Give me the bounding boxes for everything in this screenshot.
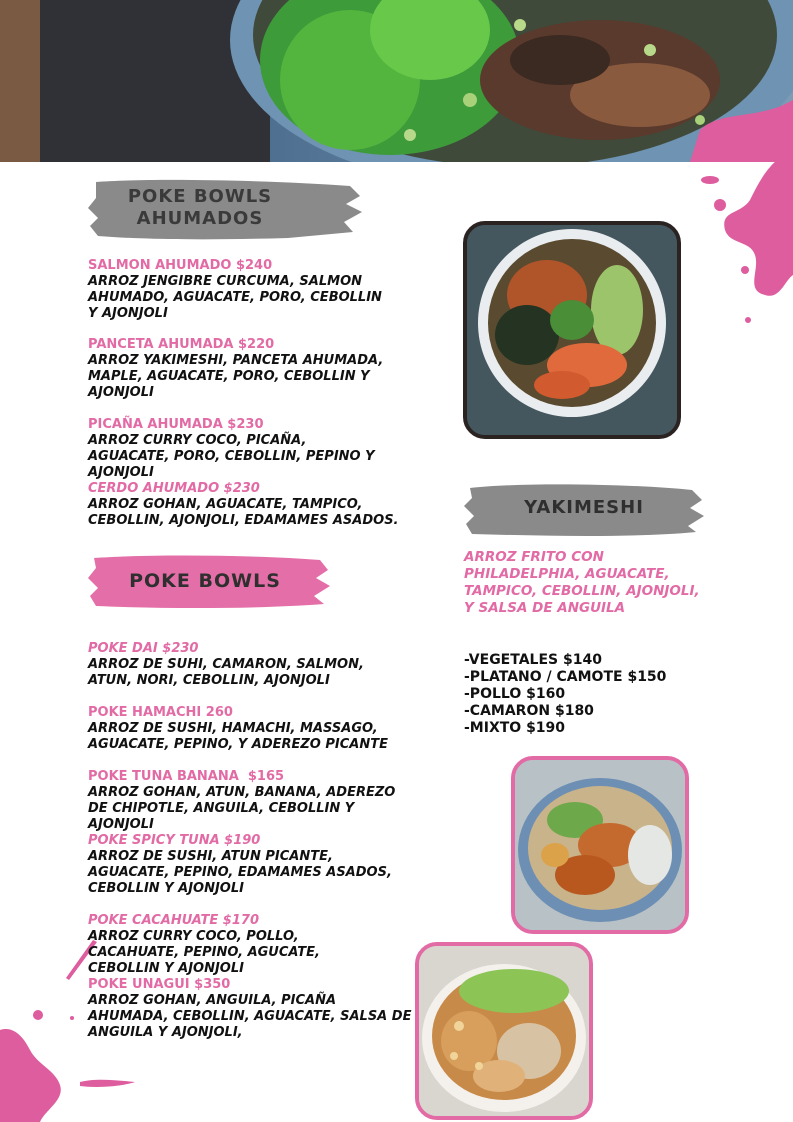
option-pollo: -POLLO $160 xyxy=(464,686,566,702)
item-title: POKE DAI $230 xyxy=(88,641,199,656)
item-title: PICAÑA AHUMADA $230 xyxy=(88,417,264,432)
item-desc: ARROZ GOHAN, AGUACATE, TAMPICO, CEBOLLIN, AJONJOLI, EDAMAMES ASADOS. xyxy=(88,497,399,528)
item-title: SALMON AHUMADO $240 xyxy=(88,258,273,273)
pink-splash-top-right xyxy=(690,120,793,330)
photo-peanut-bowl xyxy=(415,942,593,1120)
option-camaron: -CAMARON $180 xyxy=(464,703,594,719)
menu-item-panceta-ahumada xyxy=(88,337,428,401)
menu-item-poke-dai xyxy=(88,641,428,689)
menu-item-picana-ahumada xyxy=(88,417,428,481)
photo-shrimp-bowl xyxy=(511,756,689,934)
item-desc: ARROZ GOHAN, ANGUILA, PICAÑA AHUMADA, CEBOLLIN, AGUACATE, SALSA DE ANGUILA Y AJONJOLI, xyxy=(88,993,412,1040)
item-title: POKE TUNA BANANA $165 xyxy=(88,769,285,784)
item-desc: ARROZ DE SUSHI, HAMACHI, MASSAGO, AGUACATE, PEPINO, Y ADEREZO PICANTE xyxy=(88,721,388,752)
item-desc: ARROZ DE SUSHI, ATUN PICANTE, AGUACATE, PEPINO, EDAMAMES ASADOS, CEBOLLIN Y AJONJOLI xyxy=(88,849,392,896)
item-title: POKE UNAGUI $350 xyxy=(88,977,231,992)
heading-ahumados: POKE BOWLS AHUMADOS xyxy=(127,186,273,229)
item-desc: ARROZ DE SUHI, CAMARON, SALMON, ATUN, NORI, CEBOLLIN, AJONJOLI xyxy=(88,657,364,688)
yakimeshi-description: ARROZ FRITO CON PHILADELPHIA, AGUACATE, TAMPICO, CEBOLLIN, AJONJOLI, Y SALSA DE ANGUILA xyxy=(464,549,700,616)
item-desc: ARROZ CURRY COCO, POLLO, CACAHUATE, PEPINO, AGUCATE, CEBOLLIN Y AJONJOLI xyxy=(88,929,320,976)
menu-item-poke-unagui xyxy=(88,977,428,1041)
item-title: POKE CACAHUATE $170 xyxy=(88,913,259,928)
menu-item-poke-spicy-tuna xyxy=(88,833,428,897)
heading-yakimeshi: YAKIMESHI xyxy=(524,497,644,518)
option-vegetales: -VEGETALES $140 xyxy=(464,652,602,668)
item-desc: ARROZ CURRY COCO, PICAÑA, AGUACATE, PORO, CEBOLLIN, PEPINO Y AJONJOLI xyxy=(88,433,375,480)
photo-salmon-bowl xyxy=(463,221,681,439)
item-title: POKE HAMACHI 260 xyxy=(88,705,233,720)
item-desc: ARROZ GOHAN, ATUN, BANANA, ADEREZO DE CHIPOTLE, ANGUILA, CEBOLLIN Y AJONJOLI xyxy=(88,785,396,832)
item-title: CERDO AHUMADO $230 xyxy=(88,481,260,496)
item-desc: ARROZ YAKIMESHI, PANCETA AHUMADA, MAPLE, AGUACATE, PORO, CEBOLLIN Y AJONJOLI xyxy=(88,353,384,400)
item-desc: ARROZ JENGIBRE CURCUMA, SALMON AHUMADO, AGUACATE, PORO, CEBOLLIN Y AJONJOLI xyxy=(88,274,382,321)
item-title: PANCETA AHUMADA $220 xyxy=(88,337,275,352)
option-mixto: -MIXTO $190 xyxy=(464,720,566,736)
header-photo xyxy=(0,0,793,162)
menu-item-salmon-ahumado xyxy=(88,258,428,322)
yakimeshi-options xyxy=(464,652,704,737)
item-title: POKE SPICY TUNA $190 xyxy=(88,833,261,848)
menu-item-poke-cacahuate xyxy=(88,913,428,977)
option-platano-camote: -PLATANO / CAMOTE $150 xyxy=(464,669,667,685)
menu-item-cerdo-ahumado xyxy=(88,481,428,529)
heading-poke-bowls: POKE BOWLS xyxy=(129,570,281,592)
menu-item-poke-tuna-banana xyxy=(88,769,428,833)
menu-item-poke-hamachi xyxy=(88,705,428,753)
